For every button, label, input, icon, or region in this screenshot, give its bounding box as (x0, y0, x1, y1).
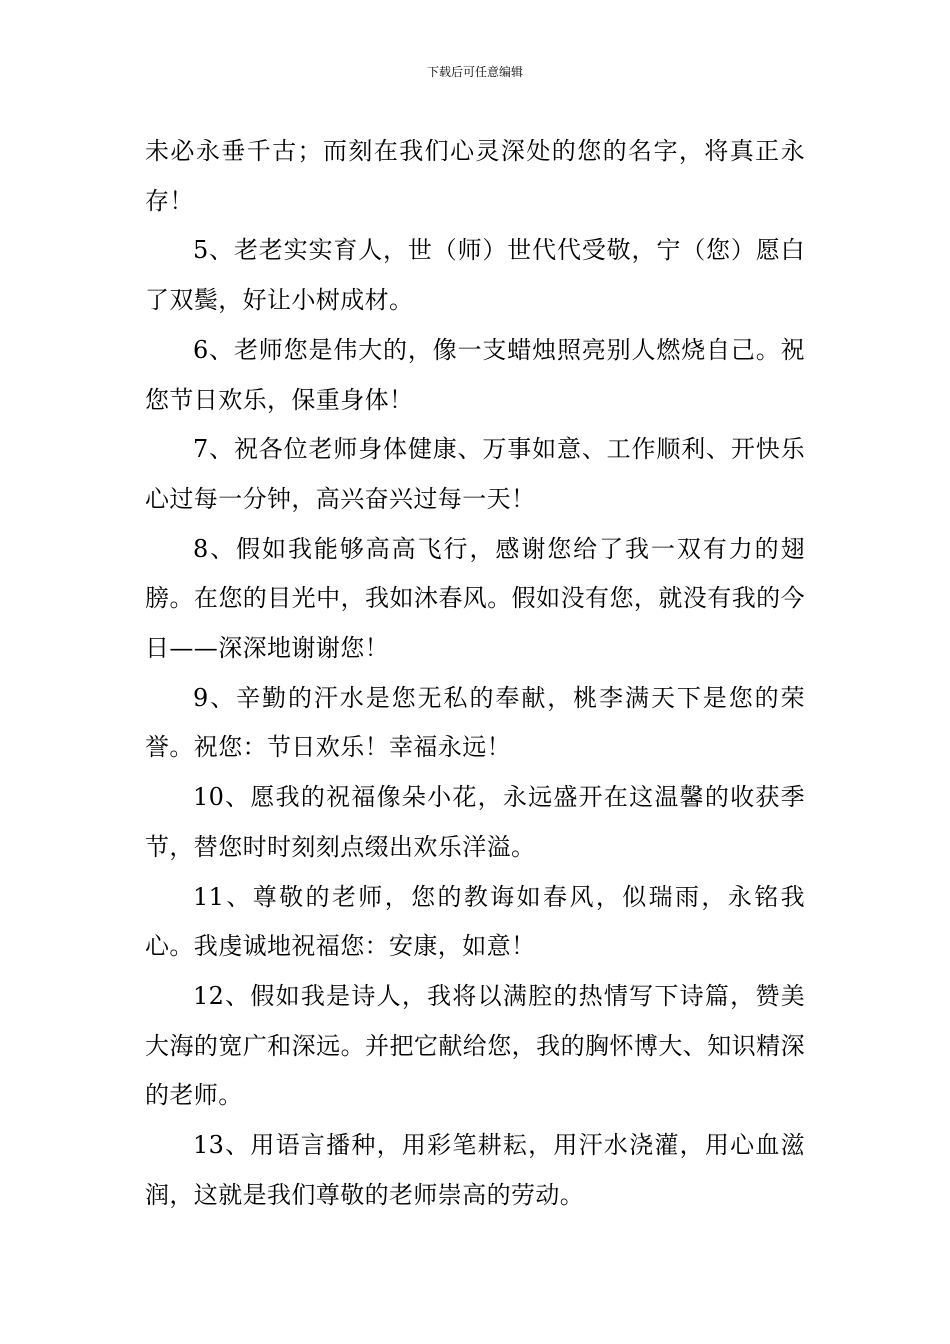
paragraph-item-8: 8、假如我能够高高飞行，感谢您给了我一双有力的翅膀。在您的目光中，我如沐春风。假如没有您，就没有我的今日——深深地谢谢您！ (145, 534, 805, 663)
paragraph-item-9: 9、辛勤的汗水是您无私的奉献，桃李满天下是您的荣誉。祝您：节日欢乐！幸福永远！ (145, 683, 805, 762)
paragraph-item-5: 5、老老实实育人，世（师）世代代受敬，宁（您）愿白了双鬓，好让小树成材。 (145, 236, 805, 315)
paragraph-item-13: 13、用语言播种，用彩笔耕耘，用汗水浇灌，用心血滋润，这就是我们尊敬的老师崇高的劳动。 (145, 1131, 805, 1209)
document-body (145, 127, 805, 1220)
paragraph-item-12: 12、假如我是诗人，我将以满腔的热情写下诗篇，赞美大海的宽广和深远。并把它献给您，我的胸怀博大、知识精深的老师。 (145, 981, 805, 1110)
paragraph-item-11: 11、尊敬的老师，您的教诲如春风，似瑞雨，永铭我心。我虔诚地祝福您：安康，如意！ (145, 882, 805, 961)
paragraph-item-10: 10、愿我的祝福像朵小花，永远盛开在这温馨的收获季节，替您时时刻刻点缀出欢乐洋溢。 (145, 783, 805, 861)
page-header: 下载后可任意编辑 (426, 65, 523, 79)
paragraph-continued: 未必永垂千古；而刻在我们心灵深处的您的名字，将真正永存！ (145, 137, 805, 215)
paragraph-item-7: 7、祝各位老师身体健康、万事如意、工作顺利、开快乐心过每一分钟，高兴奋兴过每一天！ (145, 435, 805, 513)
paragraph-item-6: 6、老师您是伟大的，像一支蜡烛照亮别人燃烧自己。祝您节日欢乐，保重身体！ (145, 335, 805, 414)
